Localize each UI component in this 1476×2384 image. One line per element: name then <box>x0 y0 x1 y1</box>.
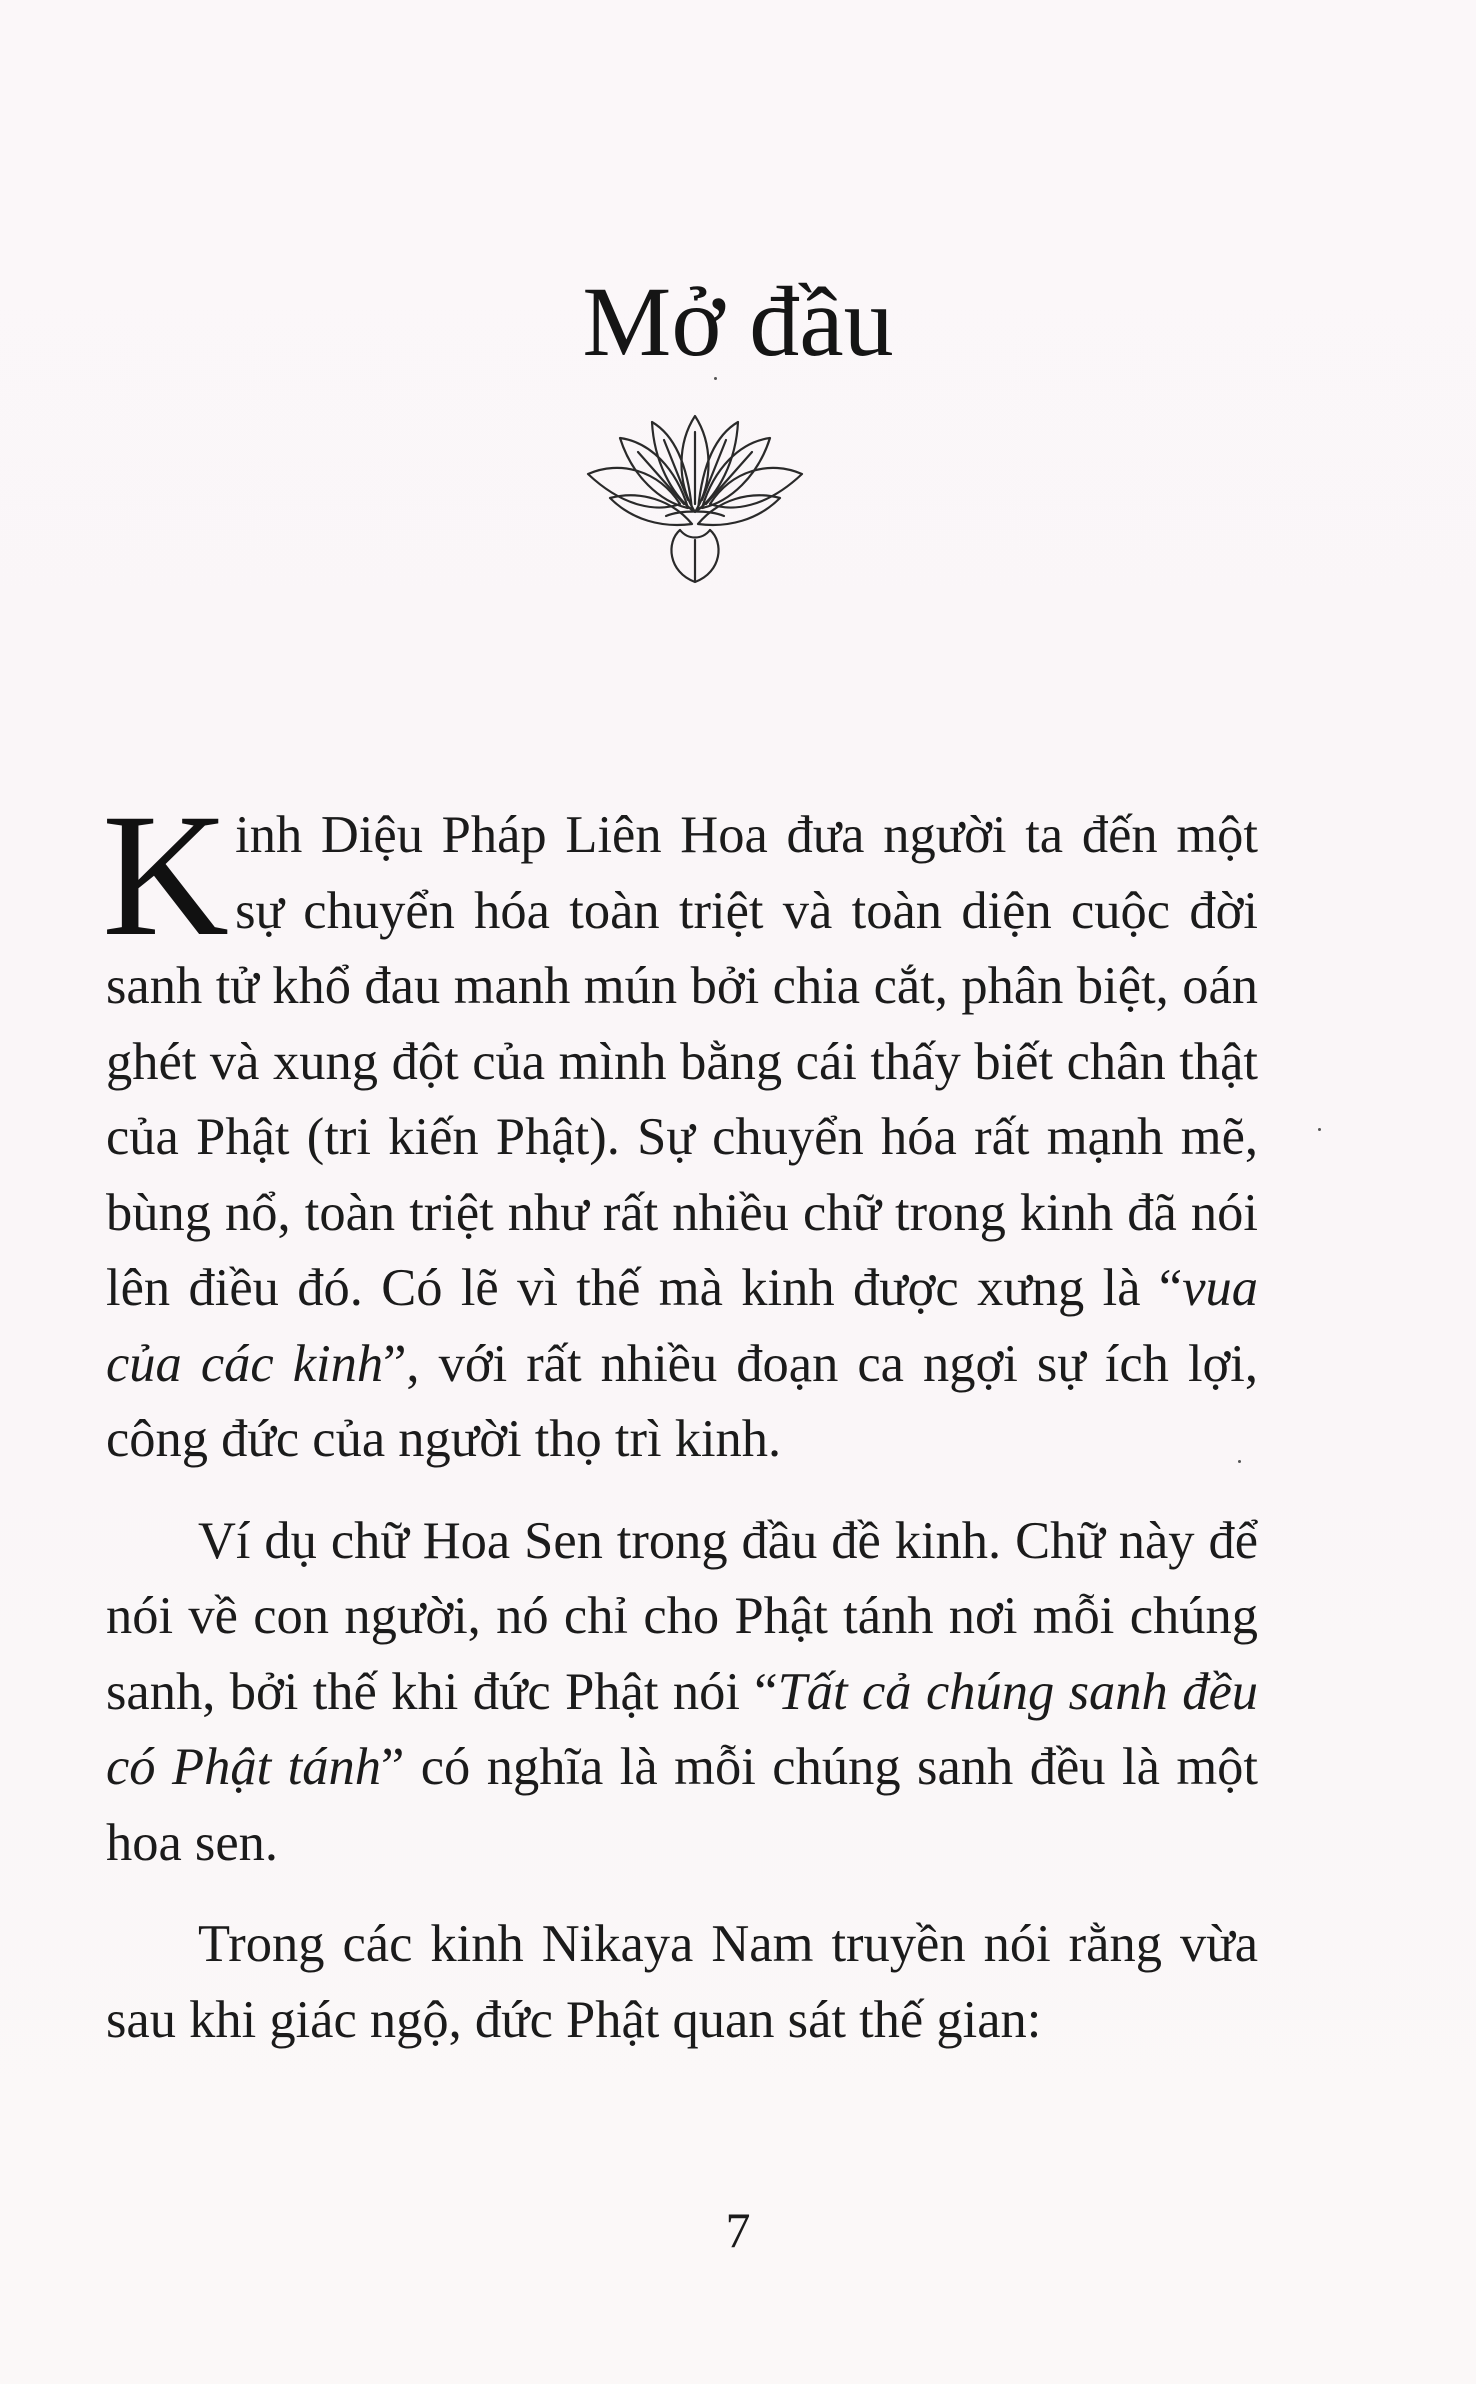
paragraph-2-italic: Tất cả chúng sanh đều có Phật tánh <box>106 1662 1258 1796</box>
ink-speck <box>1318 1128 1321 1131</box>
ink-speck <box>1238 1460 1241 1463</box>
paragraph-3-text: Trong các kinh Nikaya Nam truyền nói rằng vừa sau khi giác ngộ, đức Phật quan sát thế gian: <box>106 1915 1258 2049</box>
paragraph-1-text: inh Diệu Pháp Liên Hoa đưa người ta đến một sự chuyển hóa toàn triệt và toàn diện cuộc đời sanh tử khổ đau manh mún bởi chia cắt, phân biệt, oán ghét và xung đột của mình bằng cái thấy biết chân thật của Phật (tri kiến Phật). Sự chuyển hóa rất mạnh mẽ, bùng nổ, toàn triệt như rất nhiều chữ trong kinh đã nói lên điều đó. Có lẽ vì thế mà kinh được xưng là “ <box>106 806 1258 1317</box>
chapter-body <box>102 778 1259 2058</box>
paragraph-2-text-after: ” có nghĩa là mỗi chúng sanh đều là một hoa sen. <box>106 1738 1258 1872</box>
chapter-title: Mở đầu <box>582 266 894 377</box>
drop-cap-letter: K <box>102 778 230 973</box>
paragraph-2-text: Ví dụ chữ Hoa Sen trong đầu đề kinh. Chữ này để nói về con người, nó chỉ cho Phật tánh nơi mỗi chúng sanh, bởi thế khi đức Phật nói “ <box>106 1511 1258 1721</box>
paragraph-2 <box>106 1504 1258 1882</box>
page-number: 7 <box>725 2202 751 2258</box>
paragraph-1-italic: vua của các kinh <box>106 1259 1258 1393</box>
ink-speck <box>714 377 717 380</box>
paragraph-3 <box>106 1907 1258 2058</box>
paragraph-1-text-after: ”, với rất nhiều đoạn ca ngợi sự ích lợi, công đức của người thọ trì kinh. <box>106 1334 1259 1468</box>
lotus-flower-icon <box>580 412 810 592</box>
paragraph-1 <box>102 778 1259 1478</box>
